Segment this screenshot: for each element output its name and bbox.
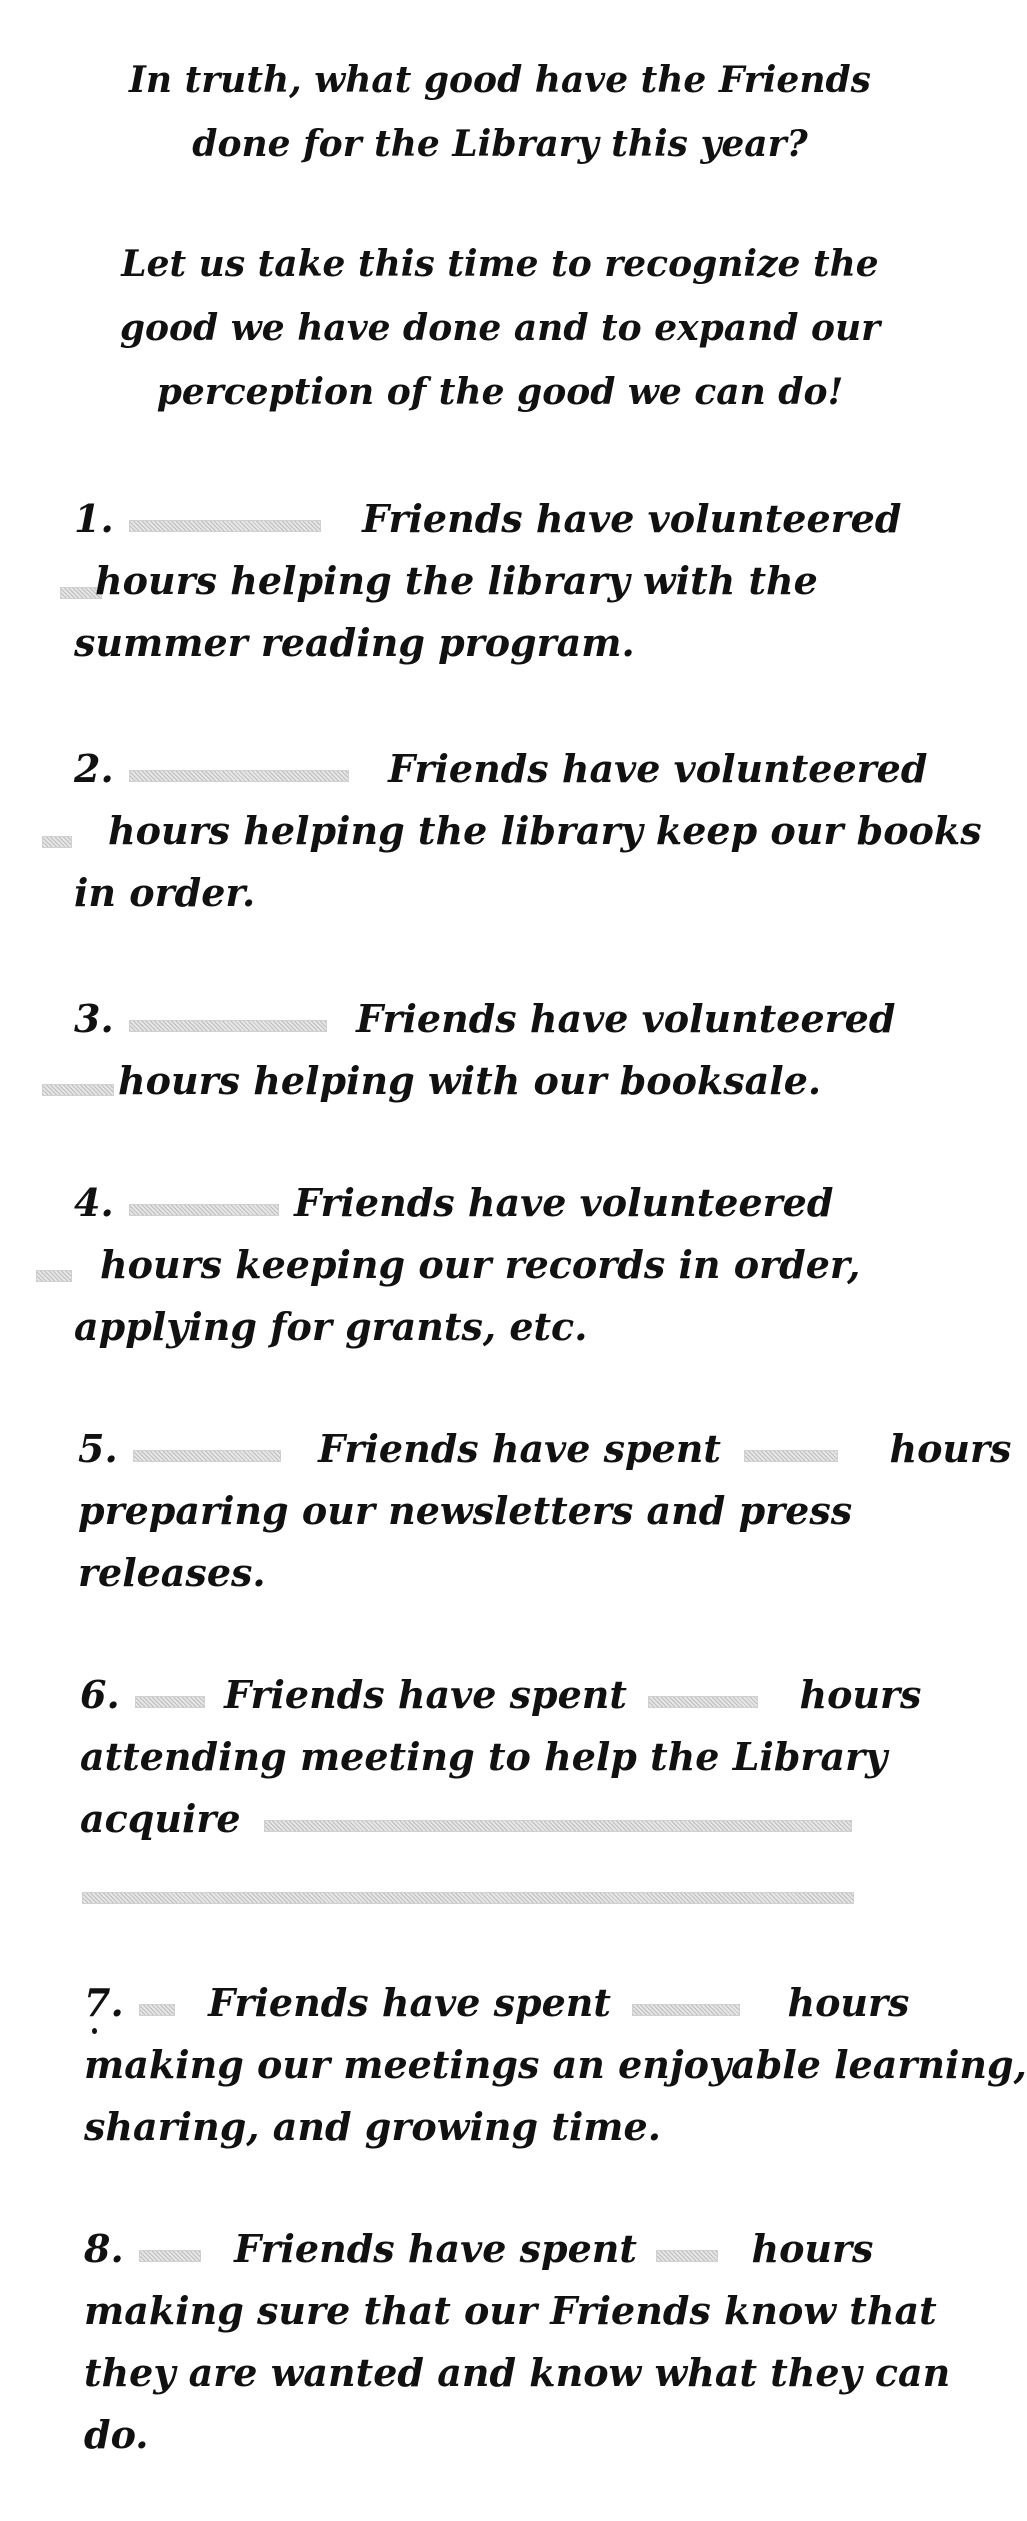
item-2-line-1 bbox=[74, 738, 927, 800]
item-2-number: 2. bbox=[74, 746, 114, 791]
item-8-text-1a: Friends have spent bbox=[234, 2226, 637, 2271]
item-4-text-1: Friends have volunteered bbox=[294, 1180, 834, 1225]
item-6-text-1b: hours bbox=[799, 1672, 922, 1717]
item-8-count-blank[interactable] bbox=[139, 2250, 201, 2262]
item-2-text-3: in order. bbox=[74, 870, 256, 915]
item-7-text-2: making our meetings an enjoyable learning, bbox=[84, 2042, 1027, 2087]
item-5-text-1a: Friends have spent bbox=[318, 1426, 721, 1471]
item-1 bbox=[0, 488, 999, 688]
item-4-text-3: applying for grants, etc. bbox=[74, 1304, 588, 1349]
item-3-text-2: hours helping with our booksale. bbox=[118, 1058, 822, 1103]
item-6-text-2: attending meeting to help the Library bbox=[80, 1734, 888, 1779]
item-2-text-2: hours helping the library keep our books bbox=[108, 808, 982, 853]
item-6-acquire-blank[interactable] bbox=[264, 1820, 852, 1832]
item-6-hours-blank[interactable] bbox=[648, 1696, 758, 1708]
item-8-text-2: making sure that our Friends know that bbox=[84, 2288, 937, 2333]
item-8-hours-blank[interactable] bbox=[656, 2250, 718, 2262]
item-5-text-3: releases. bbox=[78, 1550, 266, 1595]
item-2 bbox=[0, 738, 999, 938]
item-6-acquire-blank-2[interactable] bbox=[82, 1892, 854, 1904]
item-5-hours-blank[interactable] bbox=[744, 1450, 838, 1462]
item-6-count-blank[interactable] bbox=[135, 1696, 205, 1708]
item-8-number: 8. bbox=[84, 2226, 124, 2271]
item-1-text-2: hours helping the library with the bbox=[95, 558, 818, 603]
item-6-text-1a: Friends have spent bbox=[224, 1672, 627, 1717]
intro-recognition: Let us take this time to recognize the good we have done and to expand our perception of the good we can do! bbox=[119, 243, 881, 413]
item-1-text-3: summer reading program. bbox=[74, 620, 635, 665]
item-7-text-3: sharing, and growing time. bbox=[84, 2104, 661, 2149]
intro-question: In truth, what good have the Friends done for the Library this year? bbox=[129, 59, 871, 165]
item-8 bbox=[0, 2218, 999, 2478]
item-7-text-1b: hours bbox=[787, 1980, 910, 2025]
item-6-line-1 bbox=[80, 1664, 921, 1726]
item-3 bbox=[0, 988, 999, 1128]
item-3-hours-blank[interactable] bbox=[42, 1084, 114, 1096]
item-2-count-blank[interactable] bbox=[129, 770, 349, 782]
item-7-count-blank[interactable] bbox=[139, 2004, 175, 2016]
item-6-number: 6. bbox=[80, 1672, 120, 1717]
item-3-count-blank[interactable] bbox=[129, 1020, 327, 1032]
item-6-text-3: acquire bbox=[80, 1796, 241, 1841]
item-7-line-1 bbox=[84, 1972, 909, 2034]
item-4-text-2: hours keeping our records in order, bbox=[100, 1242, 861, 1287]
item-1-line-1 bbox=[74, 488, 901, 550]
item-5-number: 5. bbox=[78, 1426, 118, 1471]
item-2-hours-blank[interactable] bbox=[42, 836, 72, 848]
item-5 bbox=[0, 1418, 1012, 1618]
item-8-text-3: they are wanted and know what they can bbox=[84, 2350, 951, 2395]
item-2-text-1: Friends have volunteered bbox=[388, 746, 928, 791]
item-8-line-1 bbox=[84, 2218, 873, 2280]
item-7 bbox=[0, 1972, 1027, 2172]
item-8-text-4: do. bbox=[84, 2412, 149, 2457]
item-3-number: 3. bbox=[74, 996, 114, 1041]
item-6 bbox=[0, 1664, 999, 1924]
item-4-number: 4. bbox=[74, 1180, 114, 1225]
item-3-text-1: Friends have volunteered bbox=[356, 996, 896, 1041]
item-5-count-blank[interactable] bbox=[133, 1450, 281, 1462]
item-7-text-1a: Friends have spent bbox=[208, 1980, 611, 2025]
item-1-text-1: Friends have volunteered bbox=[362, 496, 902, 541]
item-1-count-blank[interactable] bbox=[129, 520, 321, 532]
item-3-line-1 bbox=[74, 988, 895, 1050]
item-4-count-blank[interactable] bbox=[129, 1204, 279, 1216]
item-5-text-2: preparing our newsletters and press bbox=[78, 1488, 853, 1533]
item-4 bbox=[0, 1172, 999, 1372]
item-5-line-1 bbox=[78, 1418, 1011, 1480]
item-6-line-3 bbox=[80, 1788, 854, 1850]
item-5-text-1b: hours bbox=[889, 1426, 1012, 1471]
item-8-text-1b: hours bbox=[751, 2226, 874, 2271]
item-4-hours-blank[interactable] bbox=[36, 1270, 72, 1282]
item-7-number: 7. bbox=[84, 1980, 124, 2025]
item-1-number: 1. bbox=[74, 496, 114, 541]
item-7-hours-blank[interactable] bbox=[632, 2004, 740, 2016]
item-4-line-1 bbox=[74, 1172, 833, 1234]
